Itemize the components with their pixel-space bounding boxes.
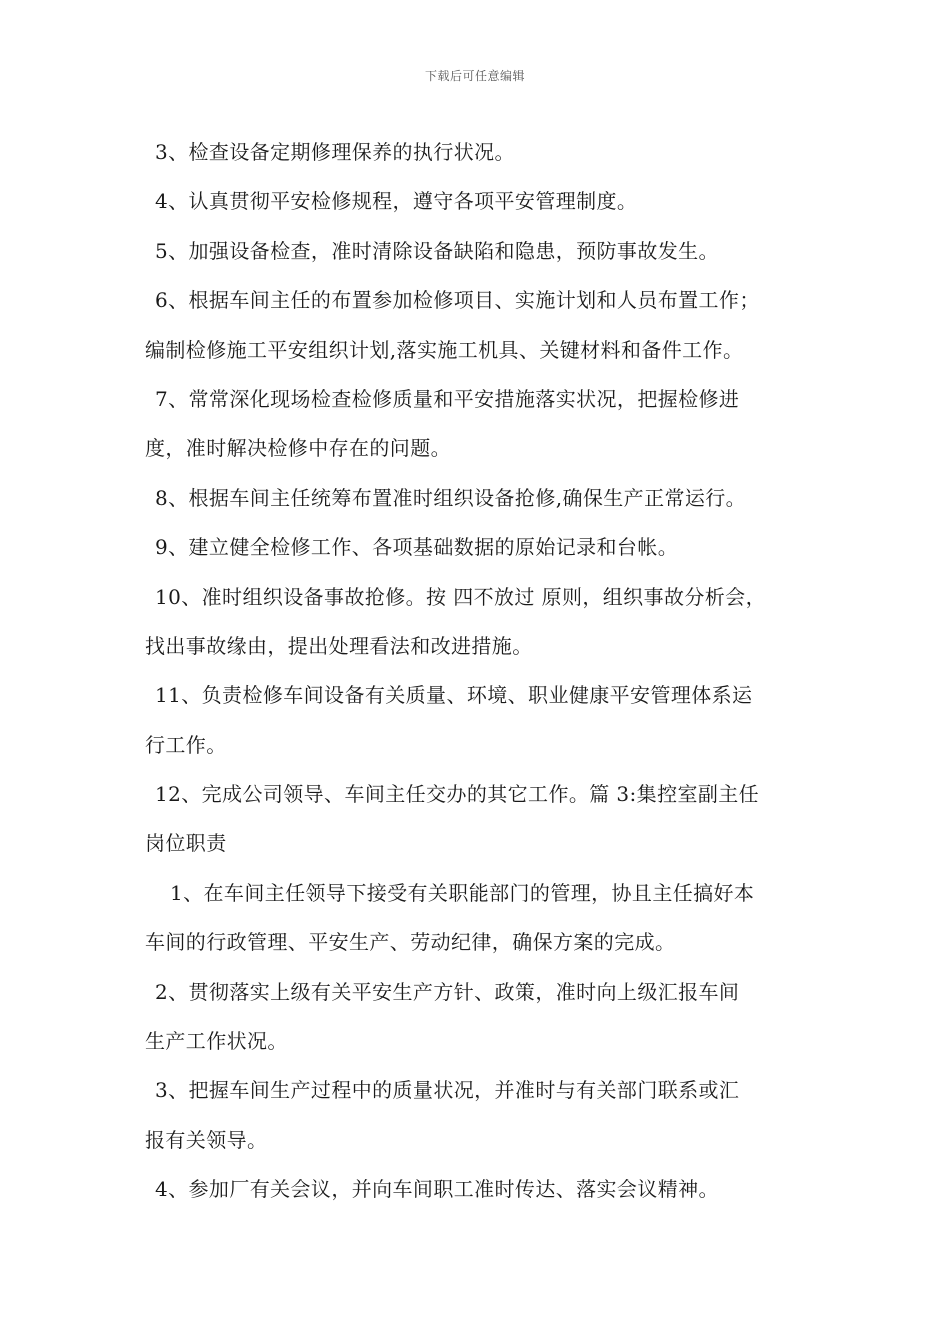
paragraph-line: 找出事故缘由，提出处理看法和改进措施。 <box>145 633 533 658</box>
paragraph-line: 4、认真贯彻平安检修规程，遵守各项平安管理制度。 <box>155 189 638 214</box>
paragraph-line: 3、把握车间生产过程中的质量状况，并准时与有关部门联系或汇 <box>155 1078 740 1103</box>
paragraph-line: 3、检查设备定期修理保养的执行状况。 <box>155 140 515 164</box>
document-body <box>145 128 825 1215</box>
paragraph-line: 1、在车间主任领导下接受有关职能部门的管理，协且主任搞好本 <box>170 880 755 905</box>
paragraph-line: 行工作。 <box>145 732 227 757</box>
paragraph-line: 5、加强设备检查，准时清除设备缺陷和隐患，预防事故发生。 <box>155 238 719 263</box>
page-header: 下载后可任意编辑 <box>424 69 525 83</box>
paragraph-line: 度，准时解决检修中存在的问题。 <box>145 436 451 461</box>
paragraph-line: 9、建立健全检修工作、各项基础数据的原始记录和台帐。 <box>155 535 679 560</box>
paragraph-line: 10、准时组织设备事故抢修。按 四不放过 原则，组织事故分析会， <box>155 584 766 609</box>
paragraph-line: 6、根据车间主任的布置参加检修项目、实施计划和人员布置工作； <box>155 288 760 313</box>
paragraph-line: 7、常常深化现场检查检修质量和平安措施落实状况，把握检修进 <box>155 386 740 411</box>
paragraph-line: 12、完成公司领导、车间主任交办的其它工作。篇 3:集控室副主任 <box>155 782 760 807</box>
paragraph-line: 编制检修施工平安组织计划,落实施工机具、关键材料和备件工作。 <box>145 337 744 362</box>
paragraph-line: 8、根据车间主任统筹布置准时组织设备抢修,确保生产正常运行。 <box>155 485 747 510</box>
paragraph-line: 11、负责检修车间设备有关质量、环境、职业健康平安管理体系运 <box>155 683 753 708</box>
paragraph-line: 岗位职责 <box>145 831 227 856</box>
paragraph-line: 生产工作状况。 <box>145 1029 288 1054</box>
paragraph-line: 2、贯彻落实上级有关平安生产方针、政策，准时向上级汇报车间 <box>155 979 740 1004</box>
paragraph-line: 报有关领导。 <box>145 1127 268 1152</box>
paragraph-line: 车间的行政管理、平安生产、劳动纪律，确保方案的完成。 <box>145 930 676 955</box>
paragraph-line: 4、参加厂有关会议，并向车间职工准时传达、落实会议精神。 <box>155 1177 719 1202</box>
